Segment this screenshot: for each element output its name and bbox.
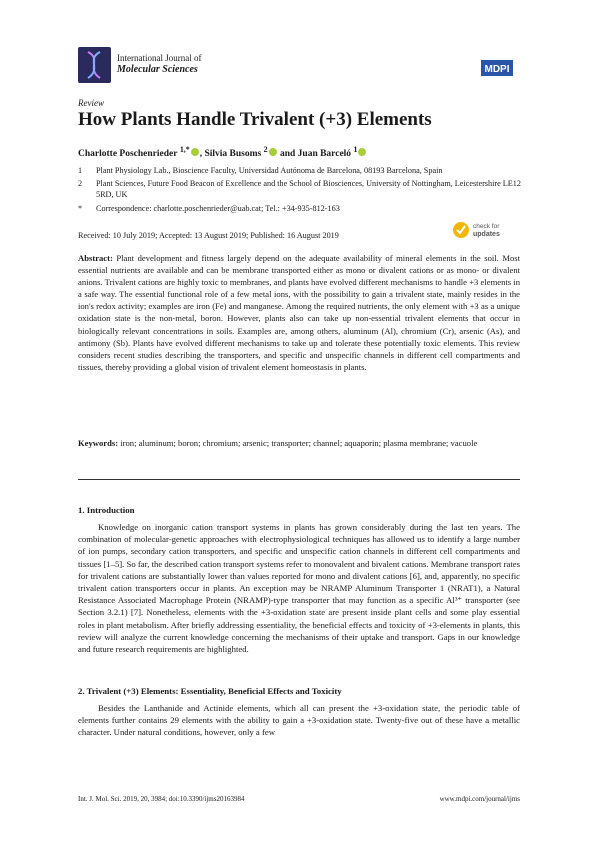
check-badge-line2: updates: [473, 231, 500, 238]
check-badge-line1: check for: [473, 223, 500, 230]
author-name[interactable]: Silvia Busoms: [204, 149, 262, 160]
author-separator: and: [279, 149, 296, 160]
mdpi-logo: [478, 58, 516, 78]
orcid-icon[interactable]: [358, 148, 366, 156]
affiliation-number: *: [78, 204, 83, 213]
section-heading: 1. Introduction: [78, 505, 135, 515]
author-affil: 1,*: [179, 145, 190, 154]
journal-name-line2: Molecular Sciences: [117, 64, 198, 75]
journal-logo: [78, 47, 111, 83]
author-list: [78, 145, 367, 159]
affiliation-number: 2: [78, 179, 83, 188]
author-name[interactable]: Juan Barceló: [297, 149, 352, 160]
orcid-icon[interactable]: [191, 148, 199, 156]
footer-journal-url[interactable]: www.mdpi.com/journal/ijms: [439, 795, 520, 803]
abstract-text: Plant development and fitness largely depend on the adequate availability of mineral elements in the soil. Most essential nutrients are available and can be membrane transported either as mono or divalent cations or as mono- or divalent anions. Trivalent cations are highly toxic to membranes, and plants have evolved different mechanisms to handle +3 elements in a safe way. The essential functional role of a few metal ions, with the possibility to gain a trivalent state, mainly resides in the ion's redox activity; examples are iron (Fe) and manganese. Among the required nutrients, the only element with +3 as a unique oxidation state is the non-metal, boron. However, plants also can take up non-essential trivalent elements that occur in biologically relevant concentrations in soils. Examples are, among others, aluminum (Al), chromium (Cr), arsenic (As), and antimony (Sb). Plants have evolved different mechanisms to take up and tolerate these potentially toxic elements. This review considers recent studies describing the transporters, and specific and unspecific channels in different cell compartments and tissues, thereby providing a global vision of trivalent element homeostasis in plants.: [78, 253, 521, 372]
keywords-label: Keywords:: [78, 438, 119, 448]
dna-icon: [78, 47, 111, 83]
author-separator: ,: [199, 149, 203, 160]
mdpi-logo-text: MDPI: [484, 64, 510, 75]
article-type: Review: [78, 98, 104, 108]
footer-citation: Int. J. Mol. Sci. 2019, 20, 3984; doi:10.3390/ijms20163984: [78, 795, 245, 803]
publication-dates: Received: 10 July 2019; Accepted: 13 August 2019; Published: 16 August 2019: [78, 231, 339, 240]
divider: [78, 479, 520, 480]
affiliation-text: Plant Sciences, Future Food Beacon of Excellence and the School of Biosciences, University of Nottingham, Leicestershire LE12 5RD, UK: [96, 179, 521, 199]
body-paragraph: Besides the Lanthanide and Actinide elements, which all can present the +3-oxidation state, the periodic table of elements further contains 29 elements with the ability to gain a +3-oxidation state. Twenty-five out of these have a metallic character. Under natural conditions, however, only a few: [78, 703, 520, 738]
body-paragraph: Knowledge on inorganic cation transport systems in plants has grown considerably during the last ten years. The combination of molecular-genetic approaches with electrophysiological techniques has allowed us to identify a large number of ion pumps, secondary cation transporters, and specific and unspecific cation channels in different cell compartments and tissues [1–5]. So far, the described cation transport systems refer to monovalent and bivalent cations. Membrane transport rates for trivalent cations are substantially lower than values reported for mono and divalent cations [6], and, apparently, no specific trivalent cation transporters occur in plants. An exception may be NRAMP Aluminum Transporter 1 (NRAT1), a Natural Resistance Associated Macrophage Protein (NRAMP)-type transporter that may function as a specific Al³⁺ transporter (see Section 3.2.1) [7]. Nonetheless, elements with the +3-oxidation state are present inside plant cells and some play essential roles in plant metabolism. After briefly addressing essentiality, the beneficial effects and toxicity of +3-elements in plants, this review will analyze the current knowledge concerning the mechanisms of their uptake and transport. Gaps in our knowledge and future research requirements are highlighted.: [78, 522, 520, 655]
abstract-label: Abstract:: [78, 253, 113, 263]
journal-name-line1: International Journal of: [117, 53, 202, 63]
section-heading: 2. Trivalent (+3) Elements: Essentiality, Beneficial Effects and Toxicity: [78, 686, 342, 696]
affiliation-text: Plant Physiology Lab., Bioscience Faculty, Universidad Autónoma de Barcelona, 08193 Barcelona, Spain: [96, 166, 443, 175]
abstract: [78, 252, 520, 373]
journal-name: [117, 53, 201, 75]
article-title: How Plants Handle Trivalent (+3) Elements: [78, 109, 432, 130]
author-name[interactable]: Charlotte Poschenrieder: [78, 149, 178, 160]
keywords: [78, 437, 520, 449]
check-for-updates-badge[interactable]: [451, 219, 521, 241]
keywords-text: iron; aluminum; boron; chromium; arsenic; transporter; channel; aquaporin; plasma membrane; vacuole: [120, 438, 478, 448]
affiliation-number: 1: [78, 166, 83, 175]
author-affil: 2: [263, 145, 268, 154]
orcid-icon[interactable]: [269, 148, 277, 156]
author-affil: 1: [353, 145, 358, 154]
correspondence-text[interactable]: Correspondence: charlotte.poschenrieder@uab.cat; Tel.: +34-935-812-163: [96, 204, 340, 213]
